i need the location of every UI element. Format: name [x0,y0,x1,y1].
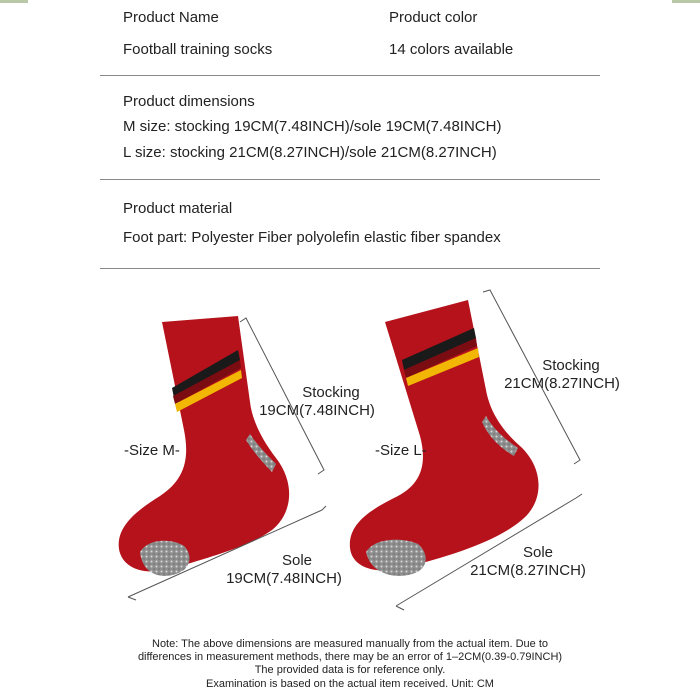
product-material-value: Foot part: Polyester Fiber polyolefin elastic fiber spandex [123,229,501,246]
dimensions-l-size: L size: stocking 21CM(8.27INCH)/sole 21CM(8.27INCH) [123,144,497,161]
m-stocking-label [256,384,378,420]
l-stocking-label [500,357,624,393]
sock-l-toe [366,540,426,576]
m-sole-value: 19CM(7.48INCH) [226,570,342,587]
l-sole-label [466,544,590,580]
l-sole-title: Sole [522,544,554,561]
product-material-label: Product material [123,200,233,217]
l-sole-value: 21CM(8.27INCH) [470,562,586,579]
product-dimensions-label: Product dimensions [123,93,255,110]
note-line-3: The provided data is for reference only. [254,664,446,676]
m-sole-label [222,552,346,588]
m-sole-title: Sole [281,552,313,569]
m-stocking-value: 19CM(7.48INCH) [259,402,375,419]
sock-l [350,300,539,576]
dimensions-m-size: M size: stocking 19CM(7.48INCH)/sole 19CM(7.48INCH) [123,118,502,135]
note-line-2: differences in measurement methods, there may be an error of 1–2CM(0.39-0.79INCH) [137,651,563,663]
product-name-label: Product Name [123,9,219,26]
l-stocking-value: 21CM(8.27INCH) [504,375,620,392]
sock-l-body [350,300,539,570]
l-stocking-title: Stocking [542,357,600,374]
note-line-1: Note: The above dimensions are measured manually from the actual item. Due to [152,638,548,650]
note-line-4: Examination is based on the actual item received. Unit: CM [206,678,494,690]
product-name-value: Football training socks [123,41,273,58]
product-color-label: Product color [389,9,478,26]
size-l-label: -Size L- [375,442,427,459]
m-stocking-title: Stocking [302,384,360,401]
product-color-value: 14 colors available [389,41,514,58]
size-m-label: -Size M- [124,442,180,459]
